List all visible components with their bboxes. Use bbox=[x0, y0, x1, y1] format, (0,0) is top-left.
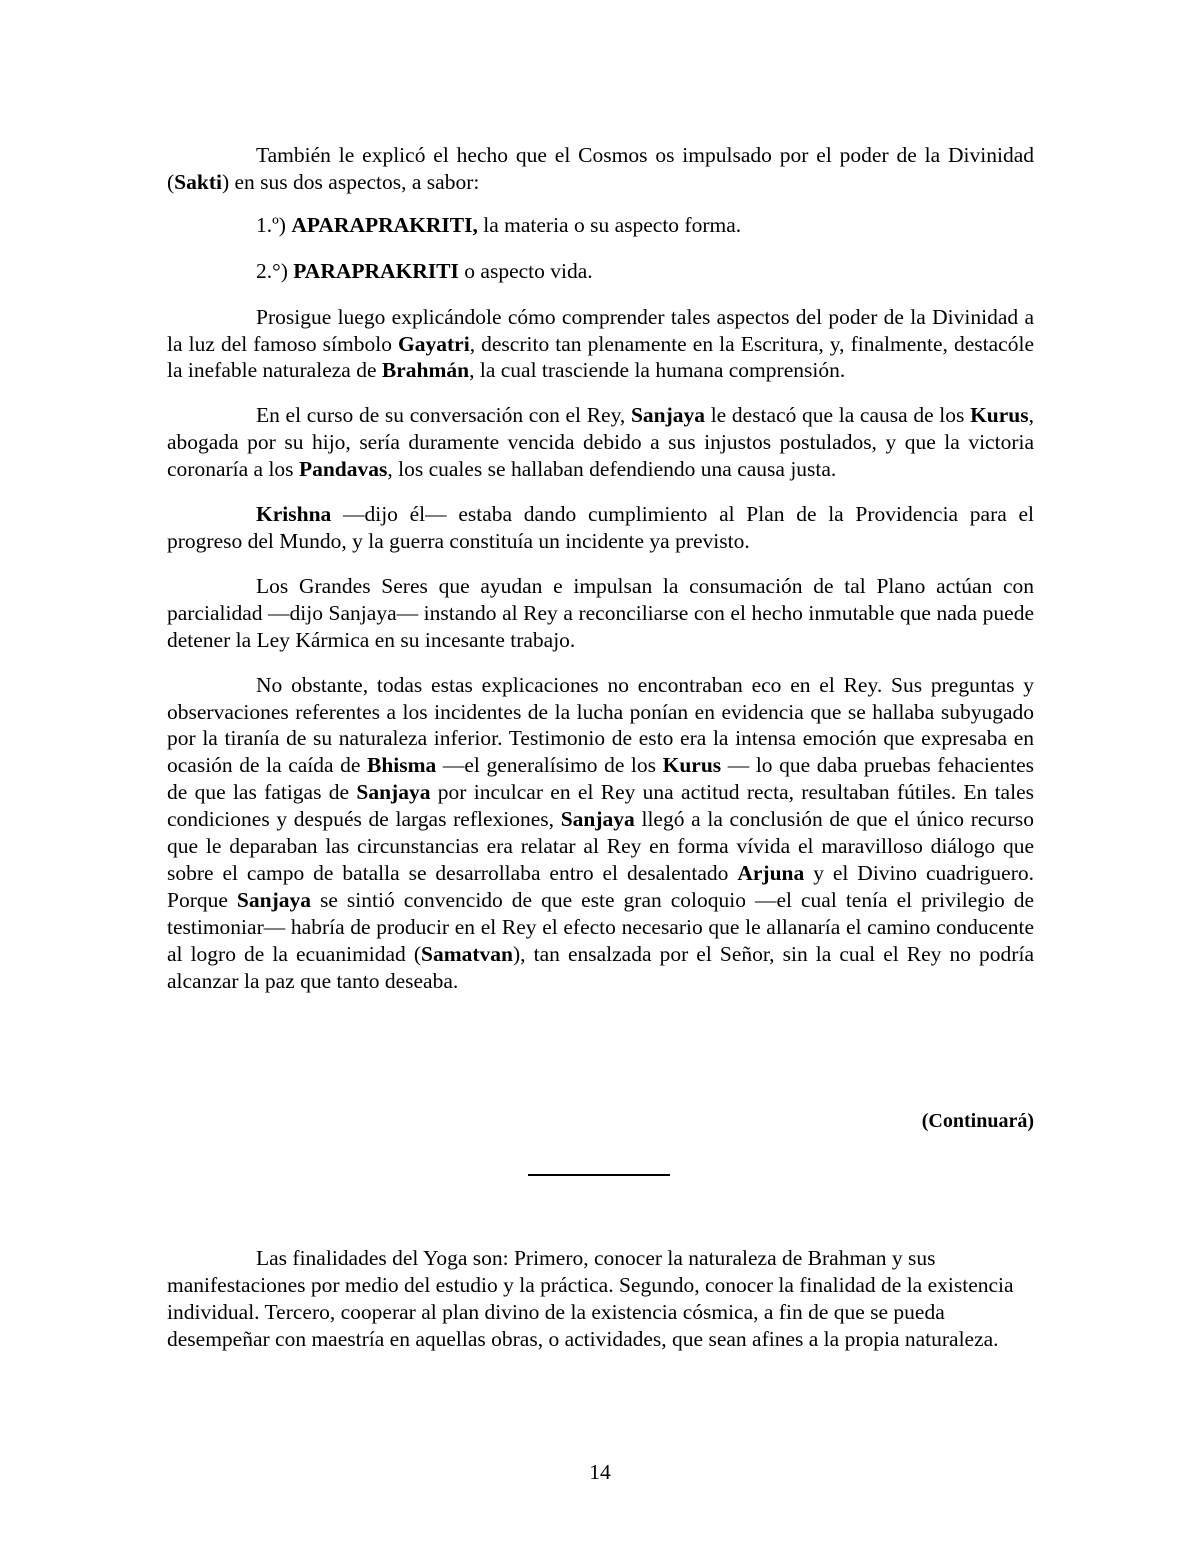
bold-term: PARAPRAKRITI bbox=[293, 258, 459, 283]
paragraph bbox=[167, 672, 1034, 995]
bold-term: Kurus bbox=[970, 403, 1029, 428]
closing-section bbox=[167, 1245, 1034, 1353]
text-run: — lo que daba pruebas fehacientes de que las fatigas de bbox=[167, 753, 1034, 805]
bold-term: Bhisma bbox=[366, 753, 437, 778]
bold-term: Arjuna bbox=[737, 860, 805, 885]
text-run: por inculcar en el Rey una actitud recta, resultaban fútiles. En tales condiciones y después de largas reflexiones, bbox=[167, 780, 1034, 832]
closing-paragraph: Las finalidades del Yoga son: Primero, conocer la naturaleza de Brahman y sus manifestaciones por medio del estudio y la práctica. Segundo, conocer la finalidad de la existencia individual. Tercero, cooperar al plan divino de la existencia cósmica, a fin de que se pueda desempeñar con maestría en aquellas obras, o actividades, que sean afines a la propia naturaleza. bbox=[167, 1246, 1014, 1351]
text-run: , descrito tan plenamente en la Escritura, y, finalmente, destacóle la inefable naturaleza de bbox=[167, 331, 1034, 383]
text-run: Los Grandes Seres que ayudan e impulsan la consumación de tal Plano actúan con parcialidad —dijo Sanjaya— instando al Rey a reconciliarse con el hecho inmutable que nada puede detener la Ley Kármica en su incesante trabajo. bbox=[167, 573, 1034, 652]
paragraph bbox=[167, 501, 1034, 555]
paragraph bbox=[167, 573, 1034, 654]
bold-term: Brahmán bbox=[381, 358, 470, 383]
text-run: En el curso de su conversación con el Rey, bbox=[256, 403, 631, 428]
list-number: 1.º) bbox=[256, 212, 292, 237]
paragraph bbox=[167, 142, 1034, 196]
text-run: ) en sus dos aspectos, a sabor: bbox=[221, 169, 480, 194]
text-run: ), tan ensalzada por el Señor, sin la cual el Rey no podría alcanzar la paz que tanto deseaba. bbox=[167, 941, 1034, 993]
paragraph bbox=[167, 304, 1034, 385]
list-number: 2.°) bbox=[256, 258, 294, 283]
text-run: llegó a la conclusión de que el único recurso que le deparaban las circunstancias era relatar al Rey en forma vívida el maravilloso diálogo que sobre el campo de batalla se desarrollaba entro el desalentado bbox=[167, 807, 1034, 885]
bold-term: Sanjaya bbox=[560, 807, 635, 832]
bold-term: Sakti bbox=[174, 169, 222, 194]
text-run: , los cuales se hallaban defendiendo una causa justa. bbox=[387, 457, 837, 482]
bold-term: APARAPRAKRITI, bbox=[291, 212, 478, 237]
bold-term: Sanjaya bbox=[356, 780, 431, 805]
text-run: También le explicó el hecho que el Cosmos os impulsado por el poder de la Divinidad ( bbox=[167, 143, 1034, 194]
bold-term: Gayatri bbox=[398, 331, 470, 356]
bold-term: Samatvan bbox=[421, 941, 514, 966]
bold-term: Pandavas bbox=[298, 457, 388, 482]
bold-term: Sanjaya bbox=[236, 887, 311, 912]
text-run: —dijo él— estaba dando cumplimiento al Plan de la Providencia para el progreso del Mundo, y la guerra constituía un incidente ya previsto. bbox=[167, 502, 1034, 553]
bold-term: Sanjaya bbox=[630, 403, 706, 428]
section-divider bbox=[528, 1174, 670, 1176]
text-run: la materia o su aspecto forma. bbox=[477, 212, 742, 237]
text-run: , abogada por su hijo, sería duramente vencida debido a sus injustos postulados, y que la victoria coronaría a los bbox=[167, 403, 1034, 482]
text-run: o aspecto vida. bbox=[458, 258, 593, 283]
paragraph bbox=[167, 402, 1034, 483]
text-run: No obstante, todas estas explicaciones no encontraban eco en el Rey. Sus preguntas y observaciones referentes a los incidentes de la lucha ponían en evidencia que se hallaba subyugado por la tiranía de su naturaleza inferior. Testimonio de esto era la intensa emoción que expresaba en ocasión de la caída de bbox=[167, 672, 1034, 778]
list-item bbox=[167, 258, 1034, 285]
bold-term: Kurus bbox=[662, 753, 722, 778]
text-run: y el Divino cuadriguero. Porque bbox=[167, 860, 1034, 912]
continued-label: (Continuará) bbox=[921, 1110, 1034, 1132]
text-run: Prosigue luego explicándole cómo comprender tales aspectos del poder de la Divinidad a la luz del famoso símbolo bbox=[167, 304, 1034, 356]
text-run: se sintió convencido de que este gran coloquio —el cual tenía el privilegio de testimoniar— habría de producir en el Rey el efecto necesario que le allanaría el camino conducente al logro de la ecuanimidad ( bbox=[167, 887, 1034, 966]
text-run: , la cual trasciende la humana comprensión. bbox=[469, 358, 846, 383]
list-item bbox=[167, 212, 1034, 239]
text-run: —el generalísimo de los bbox=[436, 753, 663, 778]
bold-term: Krishna bbox=[256, 502, 332, 527]
page-number: 14 bbox=[589, 1460, 611, 1484]
text-run: le destacó que la causa de los bbox=[705, 403, 971, 428]
article-body bbox=[167, 142, 1034, 994]
